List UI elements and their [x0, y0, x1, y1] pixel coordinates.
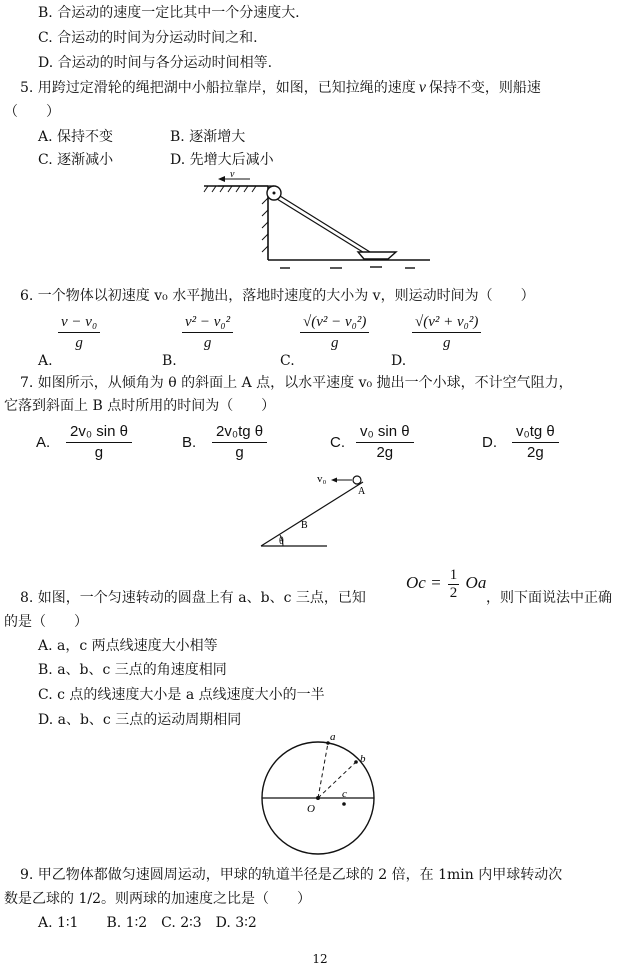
- q8-disk-figure: [256, 726, 386, 858]
- q7-figure-theta: θ: [279, 536, 284, 547]
- q7-option-d-denominator: 2g: [527, 444, 544, 461]
- q9-stem-line1: 9. 甲乙物体都做匀速圆周运动，甲球的轨道半径是乙球的 2 倍，在 1min 内甲球转动次: [20, 867, 563, 883]
- q6-option-a-fraction: [58, 312, 100, 353]
- q6-option-a-denominator: g: [75, 335, 83, 351]
- q4-option-b: B. 合运动的速度一定比其中一个分速度大.: [38, 5, 300, 21]
- q6-option-c-fraction: [300, 312, 369, 353]
- q8-figure-center-o: O: [307, 803, 315, 815]
- q5-option-c: C. 逐渐减小: [38, 152, 114, 168]
- q5-option-d: D. 先增大后减小: [170, 152, 274, 168]
- q6-option-d-denominator: g: [442, 335, 451, 351]
- q6-option-c-numerator: √(v² − v₀²): [300, 312, 369, 333]
- q7-option-d-fraction: [512, 422, 559, 463]
- q7-option-c-letter: C.: [330, 434, 345, 451]
- q8-formula: [406, 563, 486, 603]
- q8-formula-rhs: Oa: [465, 573, 487, 592]
- q8-option-d: D. a、b、c 三点的运动周期相同: [38, 712, 242, 728]
- q6-option-a-numerator: v − v₀: [58, 312, 100, 333]
- q7-option-d-letter: D.: [482, 434, 497, 451]
- q7-option-d-numerator: v₀tg θ: [512, 422, 559, 443]
- q6-option-b-letter: B.: [162, 353, 177, 369]
- q6-option-b-numerator: v² − v₀²: [182, 312, 233, 333]
- q8-formula-lhs: Oc =: [406, 573, 442, 592]
- q6-option-c-letter: C.: [280, 353, 295, 369]
- q5-option-a: A. 保持不变: [38, 129, 114, 145]
- q5-stem: [20, 79, 541, 97]
- q5-stem-a: 5. 用跨过定滑轮的绳把湖中小船拉靠岸，如图，已知拉绳的速度: [20, 80, 416, 96]
- q5-paren: （ ）: [4, 104, 60, 120]
- q8-figure-point-b: b: [360, 753, 366, 765]
- q6-option-b-fraction: [182, 312, 233, 353]
- q6-option-d-fraction: [412, 312, 481, 353]
- q6-option-c-denominator: g: [330, 335, 339, 351]
- q7-stem-line2: 它落到斜面上 B 点时所用的时间为（ ）: [4, 398, 276, 414]
- q7-stem-line1: 7. 如图所示，从倾角为 θ 的斜面上 A 点，以水平速度 v₀ 抛出一个小球，不计空气阻力，: [20, 375, 573, 391]
- q7-figure-point-a: A: [358, 486, 366, 497]
- q6-option-d-letter: D.: [391, 353, 407, 369]
- q8-stem-line1: 8. 如图，一个匀速转动的圆盘上有 a、b、c 三点，已知: [20, 590, 366, 606]
- q5-stem-b: 保持不变，则船速: [428, 80, 541, 96]
- q5-pulley-figure: [200, 168, 440, 276]
- q7-option-c-denominator: 2g: [376, 444, 394, 461]
- q4-option-c: C. 合运动的时间为分运动时间之和.: [38, 30, 258, 46]
- q7-option-a-denominator: g: [94, 444, 104, 461]
- q8-stem-line2: 的是（ ）: [4, 614, 88, 630]
- q5-option-b: B. 逐渐增大: [170, 129, 246, 145]
- q8-figure-point-a: a: [330, 731, 336, 743]
- q7-option-b-numerator: 2v₀tg θ: [212, 422, 267, 443]
- q7-option-b-denominator: g: [235, 444, 244, 461]
- q5-figure-v-label: v: [230, 169, 235, 180]
- q7-option-b-fraction: [212, 422, 267, 463]
- q5-var-v: v: [418, 79, 426, 96]
- q6-stem: 6. 一个物体以初速度 v₀ 水平抛出，落地时速度的大小为 v，则运动时间为（ ）: [20, 288, 535, 304]
- q7-figure-v0-label: v₀: [317, 473, 327, 485]
- q7-option-b-letter: B.: [182, 434, 197, 451]
- q9-stem-line2: 数是乙球的 1/2。则两球的加速度之比是（ ）: [4, 891, 311, 907]
- q8-figure-point-c: c: [342, 788, 347, 800]
- q8-formula-numerator: 1: [449, 566, 458, 583]
- q8-formula-denominator: 2: [449, 584, 458, 601]
- q9-options: A. 1∶1 B. 1∶2 C. 2∶3 D. 3∶2: [38, 915, 257, 931]
- q7-incline-figure: [255, 470, 385, 552]
- q4-option-d: D. 合运动的时间与各分运动时间相等.: [38, 55, 273, 71]
- q6-option-b-denominator: g: [203, 335, 212, 351]
- q8-stem-line1-end: ，则下面说法中正确: [486, 590, 612, 606]
- q7-figure-point-b: B: [301, 520, 308, 531]
- q8-option-c: C. c 点的线速度大小是 a 点线速度大小的一半: [38, 687, 325, 703]
- q7-option-c-fraction: [356, 422, 414, 463]
- q7-option-c-numerator: v₀ sin θ: [356, 422, 414, 443]
- q8-option-b: B. a、b、c 三点的角速度相同: [38, 662, 227, 678]
- q7-option-a-letter: A.: [36, 434, 51, 451]
- q6-option-a-letter: A.: [38, 353, 53, 369]
- q8-option-a: A. a，c 两点线速度大小相等: [38, 638, 218, 654]
- page-number: 12: [312, 952, 328, 966]
- q7-option-a-fraction: [66, 422, 132, 463]
- q8-formula-fraction: [448, 567, 460, 602]
- q6-option-d-numerator: √(v² + v₀²): [412, 312, 481, 333]
- q7-option-a-numerator: 2v₀ sin θ: [66, 422, 132, 443]
